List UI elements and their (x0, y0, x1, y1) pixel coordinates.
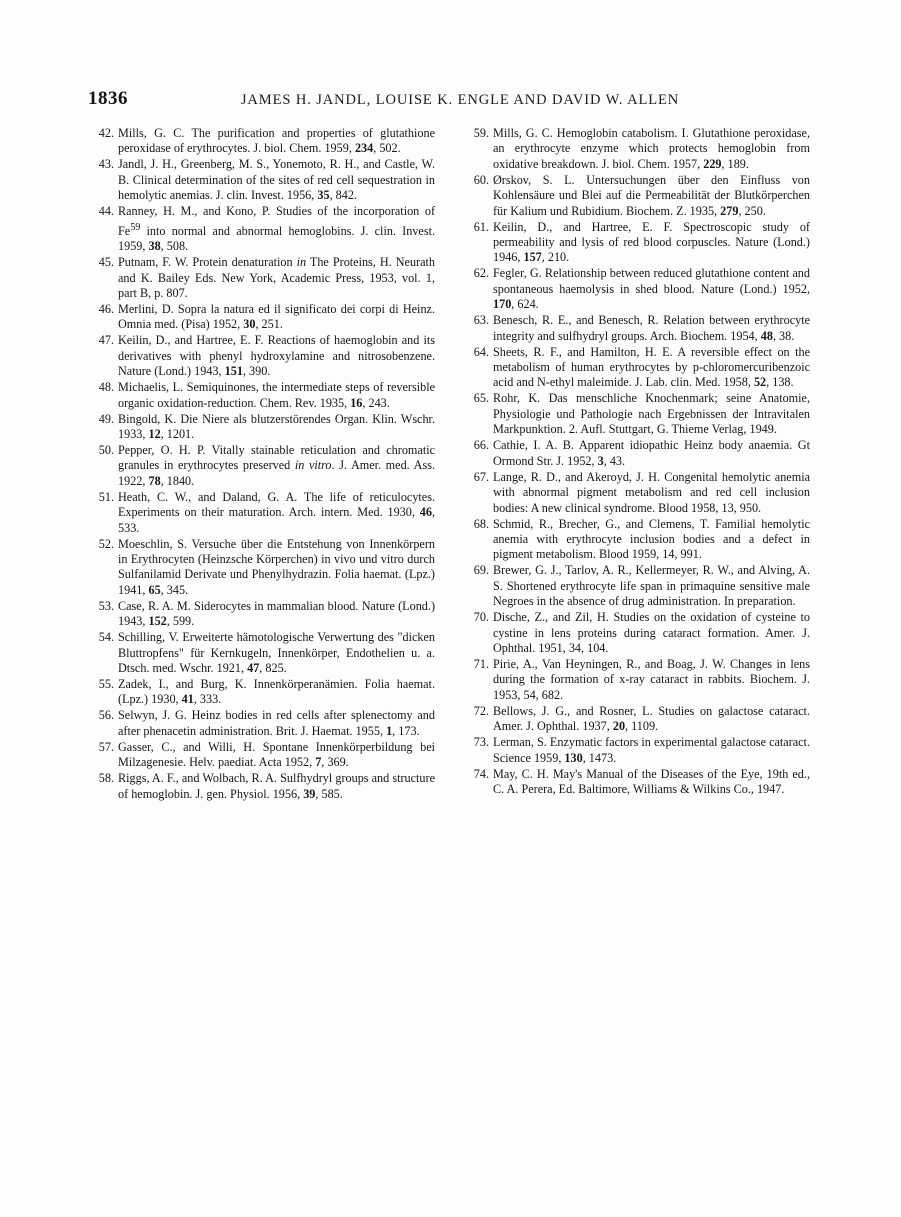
reference-text: Mills, G. C. The purification and properties of glutathione peroxidase of erythrocytes. J. biol. Chem. 1959, 234, 502. (118, 126, 435, 156)
reference-number: 64. (473, 344, 489, 359)
reference-number: 71. (473, 656, 489, 671)
reference-column-left (94, 126, 435, 803)
reference-text: Heath, C. W., and Daland, G. A. The life of reticulocytes. Experiments on their maturation. Arch. intern. Med. 1930, 46, 533. (118, 489, 435, 535)
reference-number: 48. (98, 380, 114, 395)
reference-item (94, 412, 435, 443)
reference-text: Bellows, J. G., and Rosner, L. Studies on galactose cataract. Amer. J. Ophthal. 1937, 20, 1109. (493, 703, 810, 734)
reference-text: Moeschlin, S. Versuche über die Entstehung von Innenkörpern in Erythrocyten (Heinzsche Körperchen) in vivo und vitro durch Sulfanilamid Derivate und Phenylhydrazin. Folia haemat. (Lpz.) 1941, 65, 345. (118, 536, 435, 597)
reference-text: Rohr, K. Das menschliche Knochenmark; seine Anatomie, Physiologie und Pathologie nach Ergebnissen der Intravitalen Markpunktion. 2. Aufl. Stuttgart, G. Thieme Verlag, 1949. (493, 391, 810, 437)
reference-text: May, C. H. May's Manual of the Diseases of the Eye, 19th ed., C. A. Perera, Ed. Baltimore, Williams & Wilkins Co., 1947. (493, 766, 810, 796)
reference-number: 50. (98, 442, 114, 457)
reference-number: 62. (473, 266, 489, 281)
reference-item (94, 333, 435, 379)
reference-item (94, 443, 435, 489)
reference-text: Keilin, D., and Hartree, E. F. Reactions of haemoglobin and its derivatives with phenyl hydroxylamine and nitrosobenzene. Nature (Lond.) 1943, 151, 390. (118, 333, 435, 379)
reference-number: 47. (98, 333, 114, 348)
reference-item (94, 157, 435, 203)
reference-number: 57. (98, 739, 114, 754)
reference-number: 49. (98, 411, 114, 426)
reference-number: 54. (98, 630, 114, 645)
reference-item (94, 490, 435, 536)
reference-item (94, 740, 435, 771)
reference-text: Lerman, S. Enzymatic factors in experimental galactose cataract. Science 1959, 130, 1473. (493, 735, 810, 765)
reference-item (469, 563, 810, 609)
reference-item (94, 126, 435, 157)
reference-number: 52. (98, 536, 114, 551)
reference-text: Schilling, V. Erweiterte hämotologische Verwertung des "dicken Bluttropfens" für Kernkugeln, Innenkörper, Endothelien u. a. Dtsch. med. Wschr. 1921, 47, 825. (118, 630, 435, 675)
reference-item (94, 630, 435, 676)
reference-item (469, 313, 810, 344)
reference-text: Keilin, D., and Hartree, E. F. Spectroscopic study of permeability and lysis of red blood corpuscles. Nature (Lond.) 1946, 157, 210. (493, 219, 810, 265)
reference-text: Jandl, J. H., Greenberg, M. S., Yonemoto, R. H., and Castle, W. B. Clinical determination of the sites of red cell sequestration in hemolytic anemias. J. clin. Invest. 1956, 35, 842. (118, 157, 435, 203)
reference-item (469, 173, 810, 219)
reference-number: 42. (98, 126, 114, 140)
reference-text: Bingold, K. Die Niere als blutzerstörendes Organ. Klin. Wschr. 1933, 12, 1201. (118, 411, 435, 441)
reference-text: Gasser, C., and Willi, H. Spontane Innenkörperbildung bei Milzagenesie. Helv. paediat. Acta 1952, 7, 369. (118, 739, 435, 770)
reference-text: Ørskov, S. L. Untersuchungen über den Einfluss von Kohlensäure und Blei auf die Permeabilität der Blutkörperchen für Kalium und Rubidium. Biochem. Z. 1935, 279, 250. (493, 172, 810, 218)
reference-text: Benesch, R. E., and Benesch, R. Relation between erythrocyte integrity and sulfhydryl groups. Arch. Biochem. 1954, 48, 38. (493, 313, 810, 343)
reference-item (94, 708, 435, 739)
reference-number: 67. (473, 469, 489, 484)
reference-item (469, 470, 810, 516)
reference-columns (94, 126, 810, 803)
reference-item (469, 126, 810, 172)
reference-number: 73. (473, 735, 489, 750)
reference-number: 58. (98, 771, 114, 786)
reference-text: Fegler, G. Relationship between reduced glutathione content and spontaneous haemolysis in shed blood. Nature (Lond.) 1952, 170, 624. (493, 266, 810, 312)
reference-item (469, 517, 810, 563)
reference-item (469, 610, 810, 656)
reference-number: 74. (473, 766, 489, 781)
reference-item (469, 704, 810, 735)
reference-number: 70. (473, 610, 489, 625)
reference-number: 45. (98, 255, 114, 270)
reference-number: 61. (473, 219, 489, 234)
reference-number: 56. (98, 708, 114, 723)
reference-item (94, 204, 435, 254)
reference-text: Ranney, H. M., and Kono, P. Studies of the incorporation of Fe$^{59}$ into normal and abnormal hemoglobins. J. clin. Invest. 1959, 38, 508. (118, 204, 435, 254)
reference-number: 53. (98, 598, 114, 613)
reference-item (94, 255, 435, 301)
reference-number: 72. (473, 703, 489, 718)
reference-number: 65. (473, 391, 489, 406)
reference-item (469, 767, 810, 798)
reference-text: Putnam, F. W. Protein denaturation in The Proteins, H. Neurath and K. Bailey Eds. New York, Academic Press, 1953, vol. 1, part B, p. 807. (118, 255, 435, 300)
reference-text: Pirie, A., Van Heyningen, R., and Boag, J. W. Changes in lens during the formation of x-ray cataract in rabbits. Biochem. J. 1953, 54, 682. (493, 656, 810, 702)
reference-column-right (469, 126, 810, 803)
reference-number: 68. (473, 516, 489, 531)
reference-item (469, 220, 810, 266)
reference-number: 55. (98, 677, 114, 691)
reference-number: 59. (473, 126, 489, 140)
reference-text: Riggs, A. F., and Wolbach, R. A. Sulfhydryl groups and structure of hemoglobin. J. gen. Physiol. 1956, 39, 585. (118, 771, 435, 801)
running-title: JAMES H. JANDL, LOUISE K. ENGLE AND DAVID W. ALLEN (240, 92, 680, 108)
reference-item (469, 345, 810, 391)
reference-number: 69. (473, 563, 489, 578)
reference-text: Case, R. A. M. Siderocytes in mammalian blood. Nature (Lond.) 1943, 152, 599. (118, 598, 435, 629)
reference-text: Selwyn, J. G. Heinz bodies in red cells after splenectomy and after phenacetin administration. Brit. J. Haemat. 1955, 1, 173. (118, 708, 435, 738)
reference-item (94, 302, 435, 333)
reference-number: 44. (98, 204, 114, 219)
reference-number: 46. (98, 301, 114, 316)
reference-item (94, 380, 435, 411)
reference-number: 66. (473, 438, 489, 453)
reference-text: Dische, Z., and Zil, H. Studies on the oxidation of cysteine to cystine in lens proteins during cataract formation. Amer. J. Ophthal. 1951, 34, 104. (493, 610, 810, 655)
reference-text: Lange, R. D., and Akeroyd, J. H. Congenital hemolytic anemia with abnormal pigment metabolism and red cell inclusion bodies: A new clinical syndrome. Blood 1958, 13, 950. (493, 469, 810, 515)
reference-number: 51. (98, 489, 114, 504)
reference-number: 63. (473, 313, 489, 328)
reference-item (469, 735, 810, 766)
reference-item (469, 266, 810, 312)
reference-item (469, 438, 810, 469)
reference-text: Sheets, R. F., and Hamilton, H. E. A reversible effect on the metabolism of human erythrocytes by p-chloromercuribenzoic acid and N-ethyl maleimide. J. Lab. clin. Med. 1958, 52, 138. (493, 344, 810, 390)
page-header (88, 88, 818, 110)
reference-item (469, 657, 810, 703)
reference-text: Mills, G. C. Hemoglobin catabolism. I. Glutathione peroxidase, an erythrocyte enzyme which protects hemoglobin from oxidative breakdown. J. biol. Chem. 1957, 229, 189. (493, 126, 810, 171)
reference-number: 60. (473, 172, 489, 187)
reference-item (469, 391, 810, 437)
reference-item (94, 677, 435, 708)
reference-text: Cathie, I. A. B. Apparent idiopathic Heinz body anaemia. Gt Ormond Str. J. 1952, 3, 43. (493, 438, 810, 468)
reference-text: Pepper, O. H. P. Vitally stainable reticulation and chromatic granules in erythrocytes preserved in vitro. J. Amer. med. Ass. 1922, 78, 1840. (118, 442, 435, 488)
reference-text: Brewer, G. J., Tarlov, A. R., Kellermeyer, R. W., and Alving, A. S. Shortened erythrocyte life span in primaquine sensitive male Negroes in the absence of drug administration. In preparation. (493, 563, 810, 609)
reference-text: Zadek, I., and Burg, K. Innenkörperanämien. Folia haemat. (Lpz.) 1930, 41, 333. (118, 677, 435, 707)
reference-item (94, 537, 435, 599)
reference-number: 43. (98, 157, 114, 172)
reference-text: Merlini, D. Sopra la natura ed il significato dei corpi di Heinz. Omnia med. (Pisa) 1952, 30, 251. (118, 301, 435, 332)
reference-text: Schmid, R., Brecher, G., and Clemens, T. Familial hemolytic anemia with erythrocyte inclusion bodies and a defect in pigment metabolism. Blood 1959, 14, 991. (493, 516, 810, 562)
page-number: 1836 (88, 88, 128, 109)
reference-item (94, 599, 435, 630)
reference-text: Michaelis, L. Semiquinones, the intermediate steps of reversible organic oxidation-reduction. Chem. Rev. 1935, 16, 243. (118, 380, 435, 410)
reference-item (94, 771, 435, 802)
